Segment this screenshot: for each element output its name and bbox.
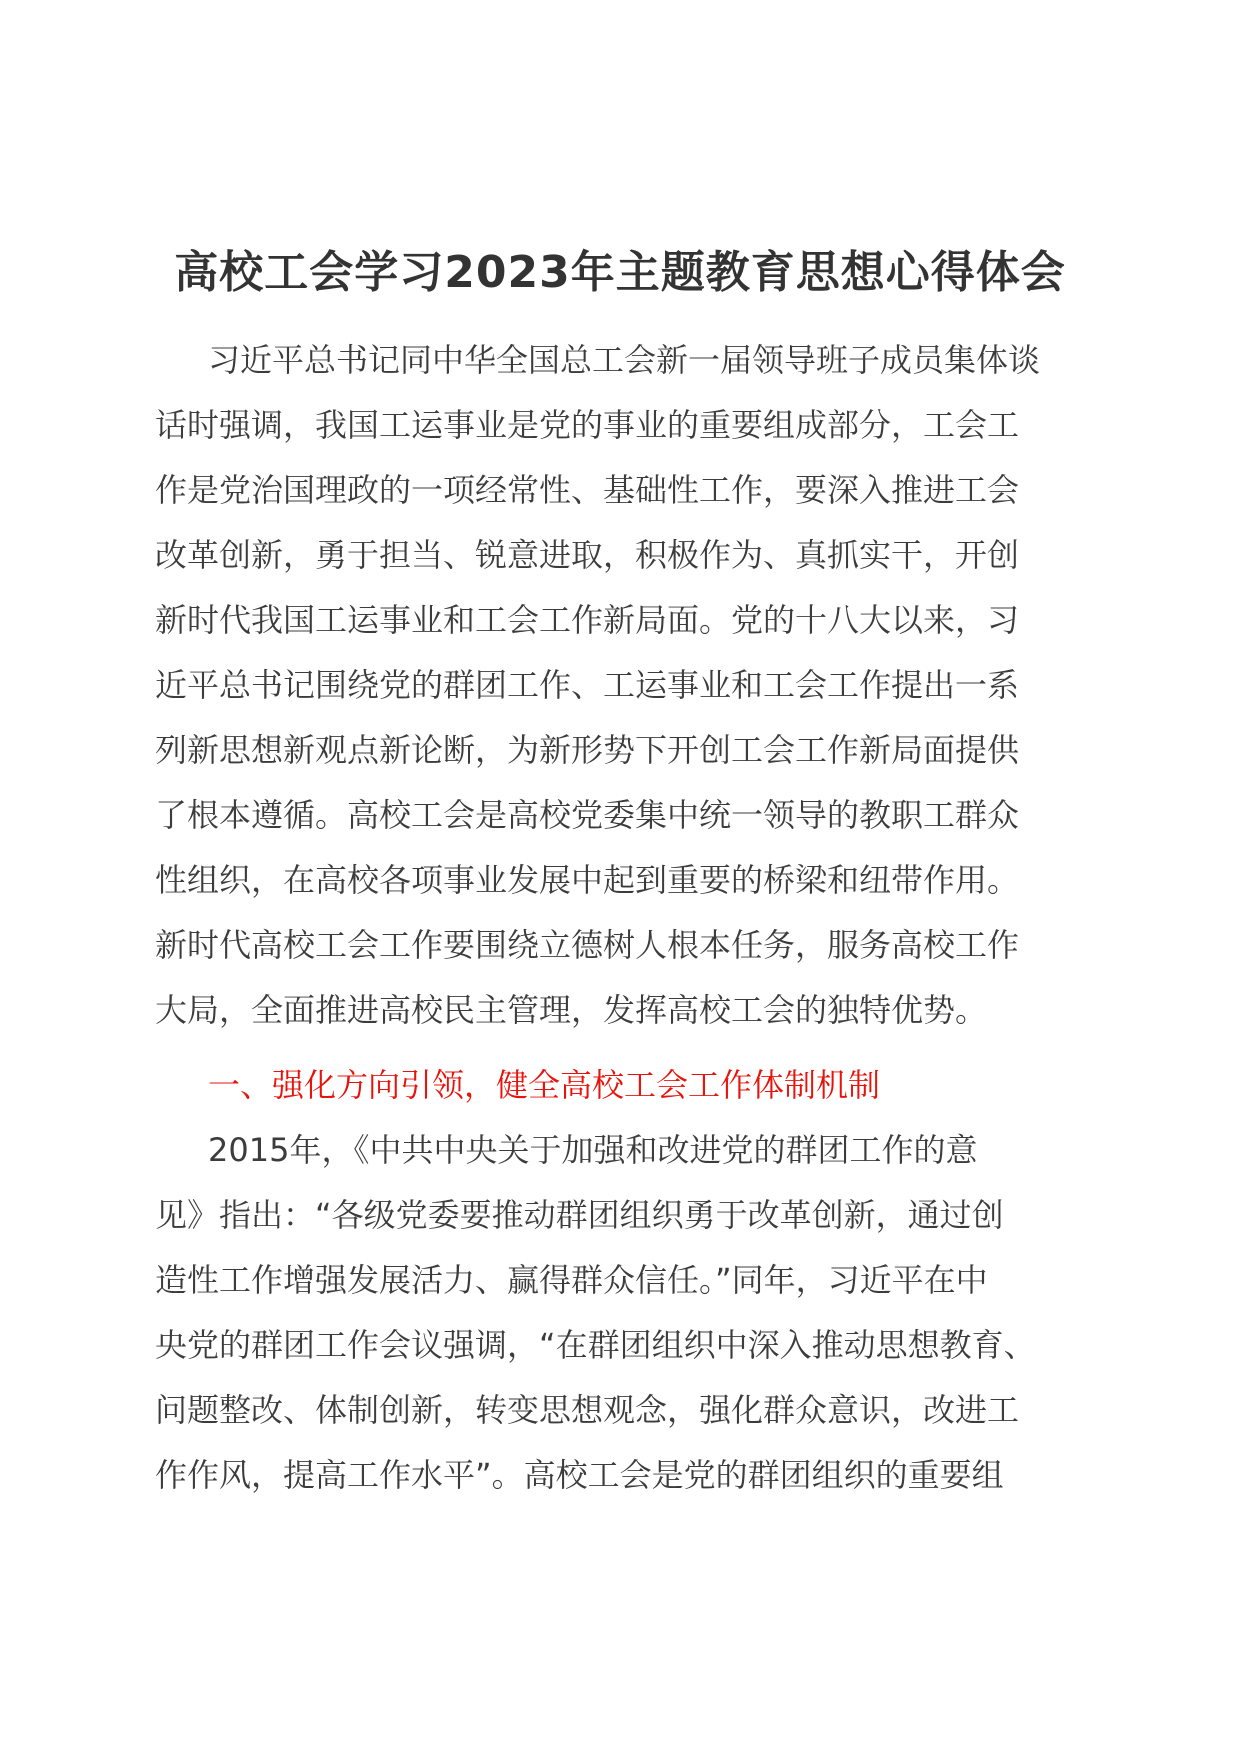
paragraph-line: 改革创新，勇于担当、锐意进取，积极作为、真抓实干，开创 [155,536,1020,574]
paragraph-line: 新时代我国工运事业和工会工作新局面。党的十八大以来，习 [155,601,1020,639]
paragraph-line: 央党的群团工作会议强调，“在群团组织中深入推动思想教育、 [155,1326,1036,1364]
paragraph-line: 作是党治国理政的一项经常性、基础性工作，要深入推进工会 [155,471,1020,509]
paragraph-intro [155,328,1085,1043]
paragraph-section1 [155,1118,1085,1508]
paragraph-line: 见》指出：“各级党委要推动群团组织勇于改革创新，通过创 [155,1196,1004,1234]
document-title: 高校工会学习2023年主题教育思想心得体会 [174,247,1066,298]
paragraph-line: 列新思想新观点新论断，为新形势下开创工会工作新局面提供 [155,731,1020,769]
paragraph-line: 话时强调，我国工运事业是党的事业的重要组成部分，工会工 [155,406,1020,444]
section-heading: 一、强化方向引领，健全高校工会工作体制机制 [208,1066,881,1104]
paragraph-line: 问题整改、体制创新，转变思想观念，强化群众意识，改进工 [155,1391,1020,1429]
paragraph-line: 2015年，《中共中央关于加强和改进党的群团工作的意 [208,1131,978,1169]
paragraph-line: 了根本遵循。高校工会是高校党委集中统一领导的教职工群众 [155,796,1020,834]
paragraph-line: 新时代高校工会工作要围绕立德树人根本任务，服务高校工作 [155,926,1020,964]
paragraph-line: 性组织，在高校各项事业发展中起到重要的桥梁和纽带作用。 [155,861,1020,899]
paragraph-line: 造性工作增强发展活力、赢得群众信任。”同年，习近平在中 [155,1261,988,1299]
paragraph-line: 大局，全面推进高校民主管理，发挥高校工会的独特优势。 [155,991,988,1029]
paragraph-line: 近平总书记围绕党的群团工作、工运事业和工会工作提出一系 [155,666,1020,704]
paragraph-line: 作作风，提高工作水平”。高校工会是党的群团组织的重要组 [155,1456,1004,1494]
paragraph-line: 习近平总书记同中华全国总工会新一届领导班子成员集体谈 [208,341,1041,379]
